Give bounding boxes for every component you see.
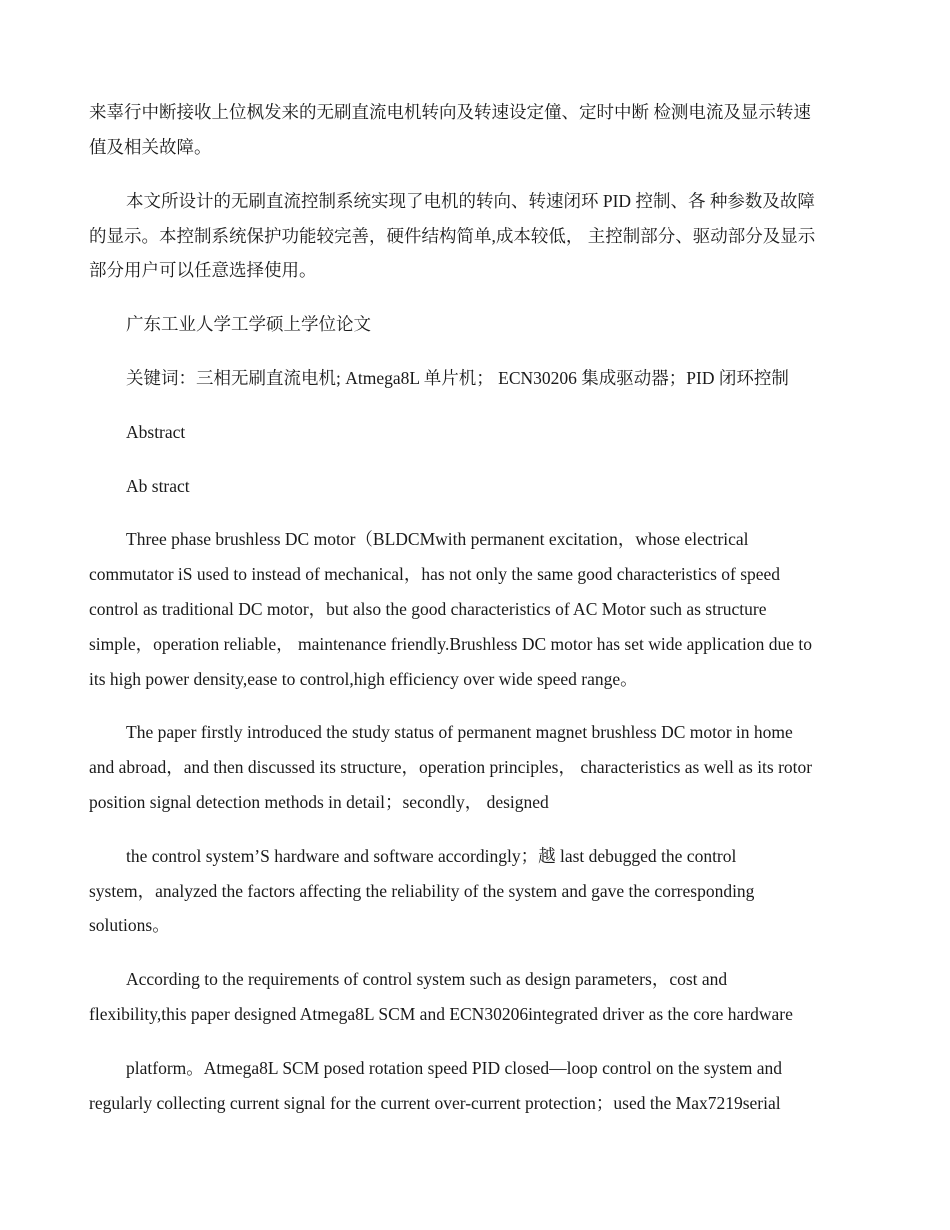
- abstract-heading: Abstract: [126, 422, 186, 442]
- paragraph-8-line-1: The paper firstly introduced the study status of permanent magnet brushless DC motor in home: [126, 722, 793, 742]
- paragraph-9-line-1: the control system’S hardware and software accordingly；越 last debugged the control: [126, 846, 737, 866]
- paragraph-2-line-2: 的显示。本控制系统保护功能较完善，硬件结构简单,成本较低， 主控制部分、驱动部分及显示: [89, 226, 816, 246]
- paragraph-1-line-1: 来辜行中断接收上位枫发来的无刷直流电机转向及转速设定僮、定时中断 检测电流及显示转速: [89, 102, 811, 122]
- paragraph-2-line-3: 部分用户可以任意选择使用。: [89, 260, 317, 280]
- paragraph-1-line-2: 值及相关故障。: [89, 137, 212, 157]
- paragraph-10-line-1: According to the requirements of control system such as design parameters，cost and: [126, 969, 728, 989]
- paragraph-7-line-3: control as traditional DC motor，but also the good characteristics of AC Motor such as structure: [89, 599, 767, 619]
- paragraph-7-line-2: commutator iS used to instead of mechanical，has not only the same good characteristics of speed: [89, 564, 781, 584]
- paragraph-11-line-2: regularly collecting current signal for the current over-current protection；used the Max7219serial: [89, 1093, 781, 1113]
- paragraph-2-line-1: 本文所设计的无刷直流控制系统实现了电机的转向、转速闭环 PID 控制、各 种参数及故障: [126, 191, 815, 211]
- paragraph-9-line-3: solutions。: [89, 915, 170, 935]
- paragraph-7-line-1: Three phase brushless DC motor（BLDCMwith permanent excitation，whose electrical: [126, 529, 749, 549]
- paragraph-7-line-4: simple，operation reliable， maintenance friendly.Brushless DC motor has set wide application due to: [89, 634, 812, 654]
- abstract-heading-spaced: Ab stract: [126, 476, 190, 496]
- thesis-header-line: 广东工业人学工学硕上学位论文: [126, 314, 371, 334]
- paragraph-9-line-2: system，analyzed the factors affecting the reliability of the system and gave the corresponding: [89, 881, 755, 901]
- paragraph-10-line-2: flexibility,this paper designed Atmega8L SCM and ECN30206integrated driver as the core hardware: [89, 1004, 793, 1024]
- paragraph-8-line-2: and abroad，and then discussed its structure，operation principles， characteristics as well as its rotor: [89, 757, 813, 777]
- paragraph-7-line-5: its high power density,ease to control,high efficiency over wide speed range。: [89, 669, 638, 689]
- paragraph-11-line-1: platform。Atmega8L SCM posed rotation speed PID closed—loop control on the system and: [126, 1058, 782, 1078]
- paragraph-8-line-3: position signal detection methods in detail；secondly， designed: [89, 792, 549, 812]
- keywords-line: 关键词：三相无刷直流电机; Atmega8L 单片机； ECN30206 集成驱动器；PID 闭环控制: [126, 368, 789, 388]
